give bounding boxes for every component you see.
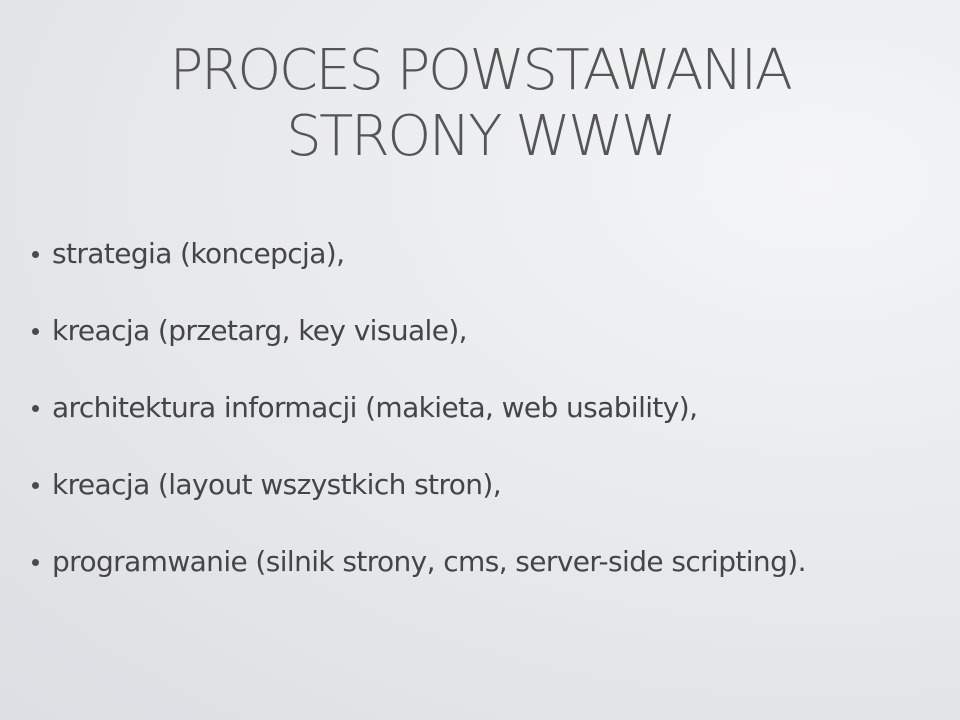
bullet-dot-icon [32,251,39,258]
bullet-dot-icon [32,405,39,412]
bullet-item-information-architecture [32,386,806,463]
bullet-item-programming [32,540,806,617]
bullet-item-creation-tender [32,309,806,386]
bullet-text: programwanie (silnik strony, cms, server-side scripting). [52,545,806,578]
bullet-dot-icon [32,482,39,489]
slide-title-line-2: STRONY WWW [286,104,674,169]
slide-title-line-1: PROCES POWSTAWANIA [169,38,791,103]
bullet-list [32,232,806,617]
slide-title [0,38,960,170]
bullet-text: kreacja (layout wszystkich stron), [52,468,502,501]
bullet-item-strategy [32,232,806,309]
bullet-text: architektura informacji (makieta, web usability), [52,391,698,424]
bullet-item-creation-layout [32,463,806,540]
bullet-text: strategia (koncepcja), [52,237,345,270]
bullet-dot-icon [32,328,39,335]
bullet-dot-icon [32,559,39,566]
bullet-text: kreacja (przetarg, key visuale), [52,314,467,347]
